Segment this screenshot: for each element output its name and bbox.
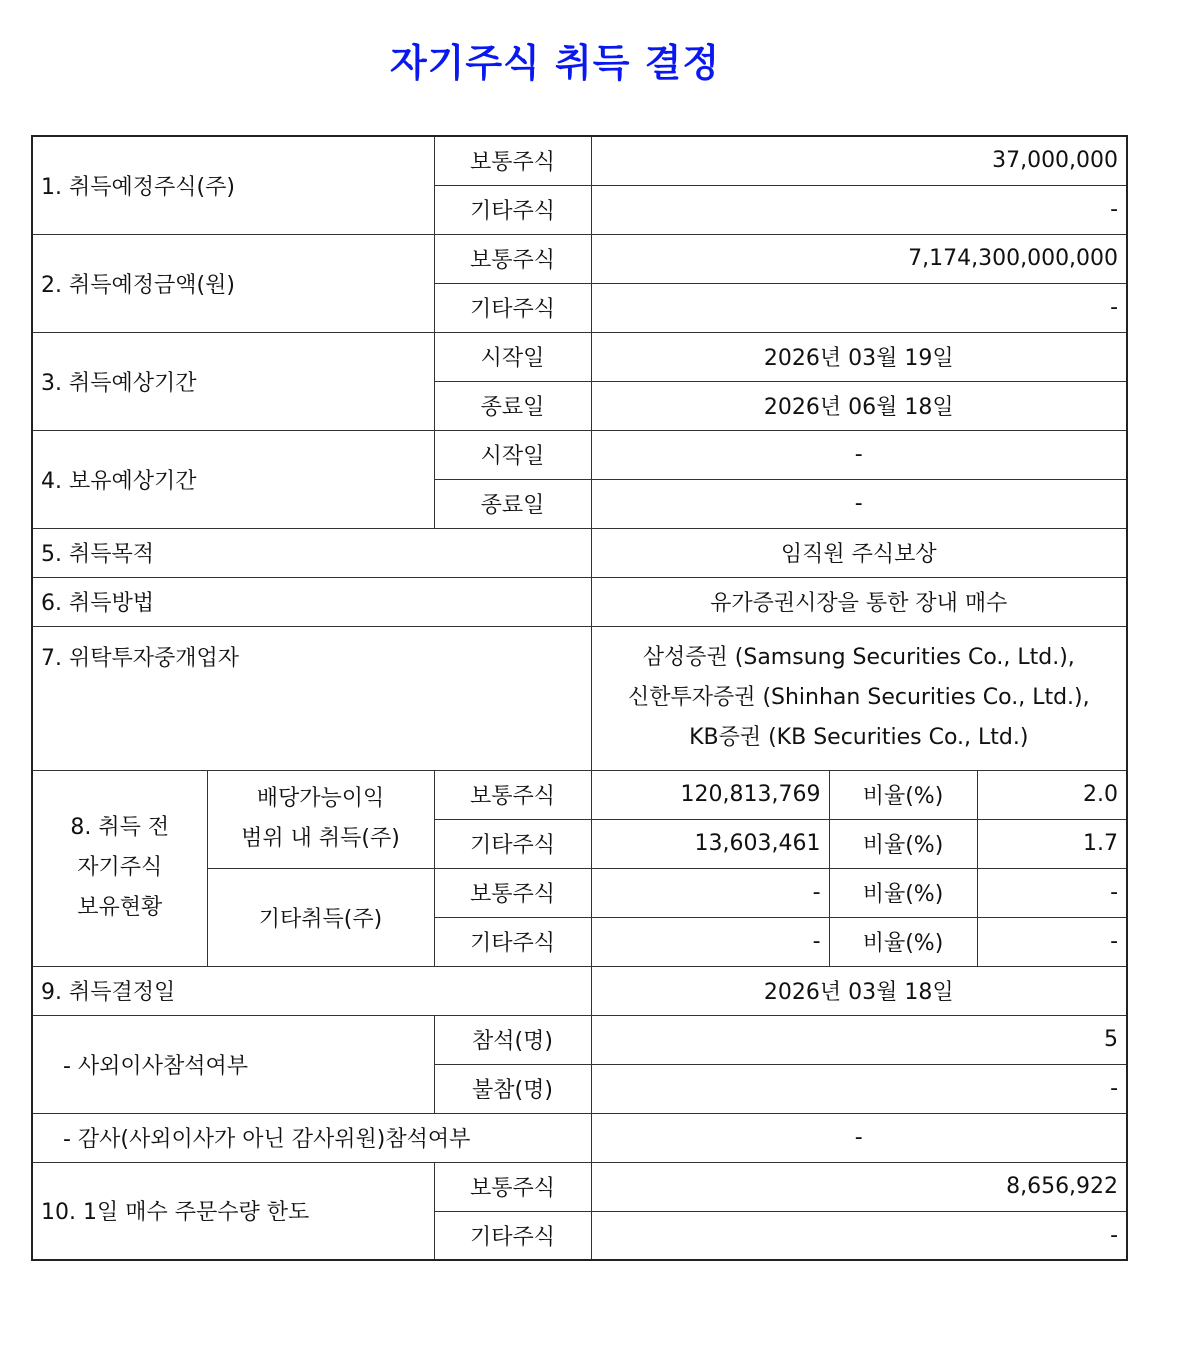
group-label: 기타취득(주) bbox=[207, 868, 434, 966]
cell-value: 7,174,300,000,000 bbox=[591, 234, 1127, 283]
cell-value: 120,813,769 bbox=[591, 770, 829, 819]
broker-line: 삼성증권 (Samsung Securities Co., Ltd.), bbox=[642, 645, 1075, 670]
sub-label: 종료일 bbox=[434, 381, 591, 430]
cell-value: - bbox=[591, 1113, 1127, 1162]
cell-value: - bbox=[591, 430, 1127, 479]
cell-value: 2026년 03월 19일 bbox=[591, 332, 1127, 381]
row-label-line: 자기주식 bbox=[77, 855, 163, 880]
row-label-line: 보유현황 bbox=[77, 895, 163, 920]
page-title: 자기주식 취득 결정 bbox=[389, 41, 721, 85]
table-row bbox=[32, 966, 1127, 1015]
sub-label: 기타주식 bbox=[434, 917, 591, 966]
row-label: 3. 취득예상기간 bbox=[32, 332, 434, 430]
ratio-value: - bbox=[977, 868, 1127, 917]
row-label: 5. 취득목적 bbox=[32, 528, 591, 577]
sub-label: 종료일 bbox=[434, 479, 591, 528]
sub-label: 시작일 bbox=[434, 430, 591, 479]
ratio-value: 1.7 bbox=[977, 819, 1127, 868]
ratio-value: - bbox=[977, 917, 1127, 966]
sub-label: 불참(명) bbox=[434, 1064, 591, 1113]
broker-list bbox=[591, 626, 1127, 770]
row-label: - 감사(사외이사가 아닌 감사위원)참석여부 bbox=[32, 1113, 591, 1162]
row-label: 10. 1일 매수 주문수량 한도 bbox=[32, 1162, 434, 1260]
ratio-label: 비율(%) bbox=[829, 819, 977, 868]
sub-label: 기타주식 bbox=[434, 819, 591, 868]
row-label-line: 8. 취득 전 bbox=[70, 815, 170, 840]
group-label-line: 배당가능이익 bbox=[256, 786, 385, 811]
table-row bbox=[32, 430, 1127, 479]
row-label: 7. 위탁투자중개업자 bbox=[32, 626, 591, 770]
sub-label: 보통주식 bbox=[434, 1162, 591, 1211]
group-label bbox=[207, 770, 434, 868]
table-row bbox=[32, 1162, 1127, 1211]
cell-value: - bbox=[591, 1211, 1127, 1260]
table-row bbox=[32, 577, 1127, 626]
sub-label: 기타주식 bbox=[434, 1211, 591, 1260]
broker-line: KB증권 (KB Securities Co., Ltd.) bbox=[689, 725, 1029, 750]
table-row bbox=[32, 528, 1127, 577]
ratio-label: 비율(%) bbox=[829, 917, 977, 966]
cell-value: - bbox=[591, 868, 829, 917]
table-row bbox=[32, 770, 1127, 819]
sub-label: 시작일 bbox=[434, 332, 591, 381]
row-label: 4. 보유예상기간 bbox=[32, 430, 434, 528]
cell-value: 2026년 06월 18일 bbox=[591, 381, 1127, 430]
cell-value: - bbox=[591, 917, 829, 966]
table-row bbox=[32, 234, 1127, 283]
cell-value: 8,656,922 bbox=[591, 1162, 1127, 1211]
sub-label: 참석(명) bbox=[434, 1015, 591, 1064]
ratio-value: 2.0 bbox=[977, 770, 1127, 819]
cell-value: - bbox=[591, 479, 1127, 528]
row-label: 9. 취득결정일 bbox=[32, 966, 591, 1015]
ratio-label: 비율(%) bbox=[829, 770, 977, 819]
cell-value: 13,603,461 bbox=[591, 819, 829, 868]
table-row bbox=[32, 1015, 1127, 1064]
disclosure-table bbox=[31, 135, 1128, 1261]
cell-value: - bbox=[591, 185, 1127, 234]
ratio-label: 비율(%) bbox=[829, 868, 977, 917]
cell-value: - bbox=[591, 283, 1127, 332]
sub-label: 기타주식 bbox=[434, 185, 591, 234]
sub-label: 보통주식 bbox=[434, 868, 591, 917]
sub-label: 보통주식 bbox=[434, 136, 591, 185]
cell-value: 유가증권시장을 통한 장내 매수 bbox=[591, 577, 1127, 626]
row-label: 6. 취득방법 bbox=[32, 577, 591, 626]
row-label: 2. 취득예정금액(원) bbox=[32, 234, 434, 332]
table-row bbox=[32, 136, 1127, 185]
sub-label: 보통주식 bbox=[434, 770, 591, 819]
sub-label: 보통주식 bbox=[434, 234, 591, 283]
row-label: 1. 취득예정주식(주) bbox=[32, 136, 434, 234]
table-row bbox=[32, 626, 1127, 770]
group-label-line: 범위 내 취득(주) bbox=[241, 826, 400, 851]
cell-value: - bbox=[591, 1064, 1127, 1113]
table-row bbox=[32, 332, 1127, 381]
broker-line: 신한투자증권 (Shinhan Securities Co., Ltd.), bbox=[627, 685, 1090, 710]
row-label: - 사외이사참석여부 bbox=[32, 1015, 434, 1113]
cell-value: 2026년 03월 18일 bbox=[591, 966, 1127, 1015]
table-row bbox=[32, 1113, 1127, 1162]
cell-value: 37,000,000 bbox=[591, 136, 1127, 185]
cell-value: 임직원 주식보상 bbox=[591, 528, 1127, 577]
sub-label: 기타주식 bbox=[434, 283, 591, 332]
cell-value: 5 bbox=[591, 1015, 1127, 1064]
row-label bbox=[32, 770, 207, 966]
